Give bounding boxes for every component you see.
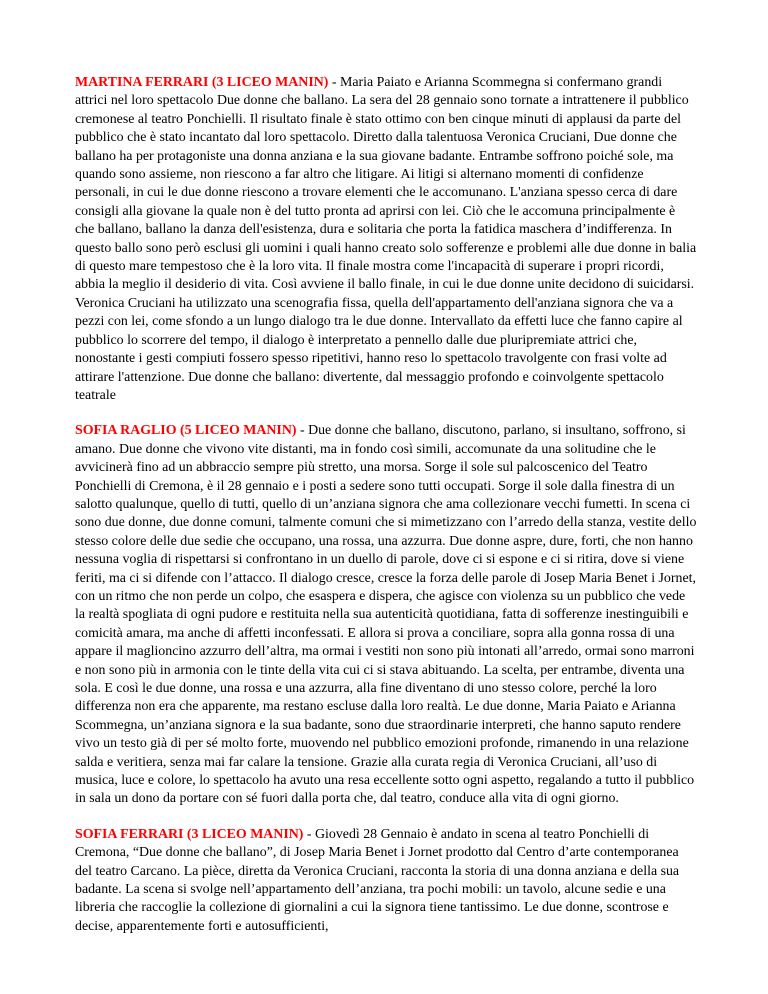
review-text: Due donne che ballano, discutono, parlano, si insultano, soffrono, si amano. Due donne che vivono vite distanti, ma in fondo così simili, accomunate da una solitudine che le avvicinerà fino ad un abbraccio sempre più stretto, una morsa. Sorge il sole sul palcoscenico del Teatro Ponchielli di Cremona, è il 28 gennaio e i posti a sedere sono tutti occupati. Sorge il sole dalla finestra di un salotto qualunque, quello di tutti, quello di un’anziana signora che ama collezionare vecchi fumetti. In scena ci sono due donne, due donne comuni, talmente comuni che si mimetizzano con l’arredo della stanza, vestite dello stesso colore delle due sedie che occupano, una rossa, una azzurra. Due donne aspre, dure, forti, che non hanno nessuna voglia di rispettarsi si confrontano in un duello di parole, dove ci si espone e ci si ritira, dove si viene feriti, ma ci si difende con l’attacco. Il dialogo cresce, cresce la forza delle parole di Josep Maria Benet i Jornet, con un ritmo che non perde un colpo, che esaspera e dispera, che agisce con violenza su un pubblico che vede la realtà spogliata di ogni pudore e restituita nella sua autenticità quotidiana, fatta di sofferenze inestinguibili e comicità amara, ma anche di affetti inconfessati. E allora si prova a conciliare, sopra alla gonna rossa di una appare il maglioncino azzurro dell’altra, ma ormai i vestiti non sono più intonati all’arredo, ormai sono marroni e non sono più in armonia con le tinte della vita cui ci si stava abituando. La scelta, per entrambe, diventa una sola. E così le due donne, una rossa e una azzurra, alla fine diventano di uno stesso colore, perché la loro differenza non era che apparente, ma restano escluse dalla loro realtà. Le due donne, Maria Paiato e Arianna Scommegna, un’anziana signora e la sua badante, sono due straordinarie interpreti, che hanno saputo rendere vivo un testo già di per sé molto forte, muovendo nel pubblico emozioni profonde, rimanendo in una relazione salda e veritiera, senza mai far calare la tensione. Grazie alla curata regia di Veronica Cruciani, all’uso di musica, luce e colore, lo spettacolo ha avuto una resa eccellente sotto ogni aspetto, regalando a tutto il pubblico in sala un dono da portare con sé fuori dalla porta che, dal teatro, conduce alla vita di ogni giorno.: [75, 423, 697, 807]
review-separator: -: [328, 75, 340, 90]
review-text: Maria Paiato e Arianna Scommegna si confermano grandi attrici nel loro spettacolo Due donne che ballano. La sera del 28 gennaio sono tornate a intrattenere il pubblico cremonese al teatro Ponchielli. Il risultato finale è stato ottimo con ben cinque minuti di applausi da parte del pubblico che è stato incantato dal loro spettacolo. Diretto dalla talentuosa Veronica Cruciani, Due donne che ballano ha per protagoniste una donna anziana e la sua giovane badante. Entrambe soffrono poiché sole, ma quando sono assieme, non riescono a far altro che litigare. Ai litigi si alternano momenti di confidenze personali, in cui le due donne riescono a trovare elementi che le accomunano. L'anziana spesso cerca di dare consigli alla giovane la quale non è del tutto pronta ad aprirsi con lei. Ciò che le accomuna principalmente è che ballano, ballano la danza dell'esistenza, dura e solitaria che porta la fatidica maschera d’indifferenza. In questo ballo sono però esclusi gli uomini i quali hanno creato solo sofferenze e problemi alle due donne in balia di questo mare tempestoso che è la loro vita. Il finale mostra come l'incapacità di superare i propri ricordi, abbia la meglio il desiderio di vita. Così avviene il ballo finale, in cui le due donne unite decidono di suicidarsi. Veronica Cruciani ha utilizzato una scenografia fissa, quella dell'appartamento dell'anziana signora che va a pezzi con lei, come sfondo a un lungo dialogo tra le due donne. Intervallato da effetti luce che fanno capire al pubblico lo scorrere del tempo, il dialogo è interpretato a pennello dalle due pluripremiate attrici che, nonostante i gesti compiuti fossero spesso ripetitivi, hanno reso lo spettacolo travolgente con frasi volte ad attirare l'attenzione. Due donne che ballano: divertente, dal messaggio profondo e coinvolgente spettacolo teatrale: [75, 75, 697, 403]
review-author: SOFIA FERRARI (3 LICEO MANIN): [75, 826, 304, 842]
review-author: SOFIA RAGLIO (5 LICEO MANIN): [75, 423, 297, 439]
document-page: [75, 74, 697, 953]
review-martina-ferrari: [75, 74, 697, 405]
review-text: Giovedì 28 Gennaio è andato in scena al teatro Ponchielli di Cremona, “Due donne che ballano”, di Josep Maria Benet i Jornet prodotto dal Centro d’arte contemporanea del teatro Carcano. La pièce, diretta da Veronica Cruciani, racconta la storia di una donna anziana e della sua badante. La scena si svolge nell’appartamento dell’anziana, tra pochi mobili: un tavolo, alcune sedie e una libreria che raccoglie la collezione di giornalini a cui la signora tiene tantissimo. Le due donne, scontrose e decise, apparentemente forti e autosufficienti,: [75, 826, 680, 934]
review-sofia-ferrari: [75, 826, 697, 936]
review-sofia-raglio: [75, 422, 697, 809]
review-author: MARTINA FERRARI (3 LICEO MANIN): [75, 75, 329, 90]
review-separator: -: [303, 826, 316, 842]
review-separator: -: [296, 423, 309, 439]
